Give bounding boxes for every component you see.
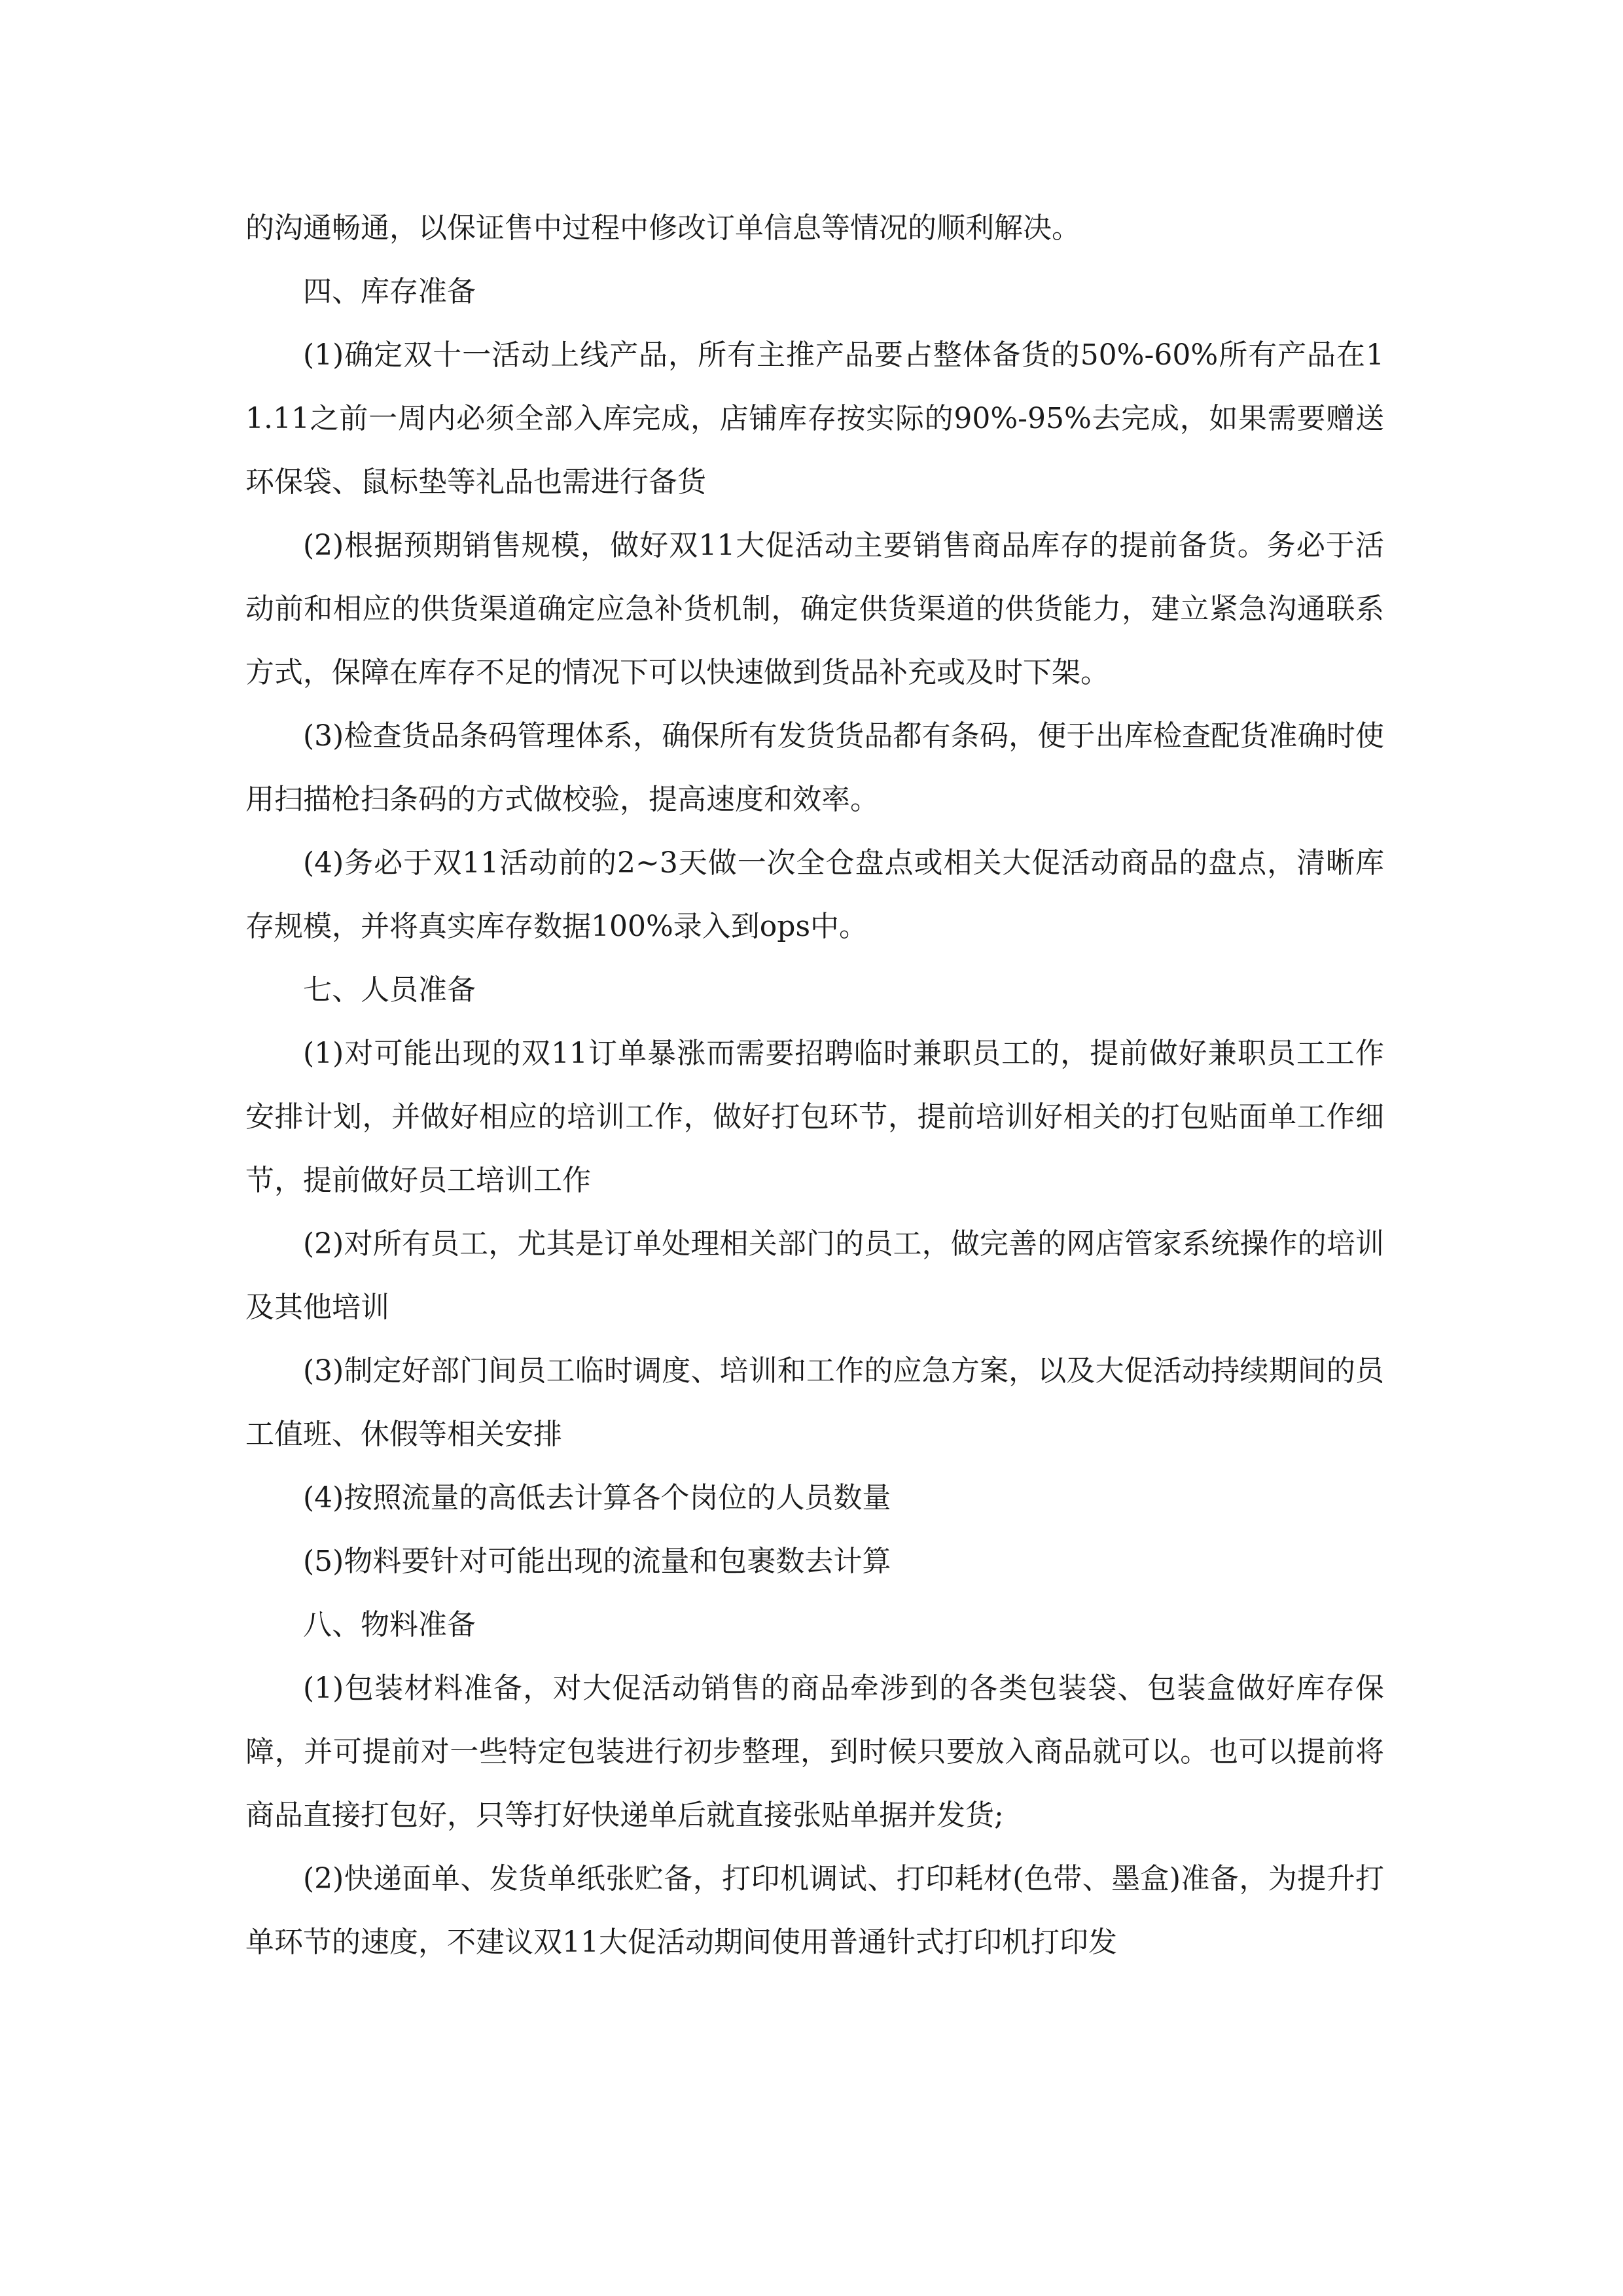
paragraph-staffing-1: (1)对可能出现的双11订单暴涨而需要招聘临时兼职员工的，提前做好兼职员工工作安排计划，并做好相应的培训工作，做好打包环节，提前培训好相关的打包贴面单工作细节，提前做好员工培训工作: [245, 1037, 1384, 1197]
paragraph-staffing-3: (3)制定好部门间员工临时调度、培训和工作的应急方案，以及大促活动持续期间的员工值班、休假等相关安排: [245, 1354, 1384, 1451]
section-heading-staffing: 七、人员准备: [303, 973, 476, 1007]
section-heading-inventory: 四、库存准备: [303, 275, 476, 308]
paragraph-inventory-1: (1)确定双十一活动上线产品，所有主推产品要占整体备货的50%-60%所有产品在11.11之前一周内必须全部入库完成，店铺库存按实际的90%-95%去完成，如果需要赠送环保袋、鼠标垫等礼品也需进行备货: [245, 338, 1384, 499]
paragraph-staffing-5: (5)物料要针对可能出现的流量和包裹数去计算: [303, 1545, 891, 1578]
paragraph-inventory-3: (3)检查货品条码管理体系，确保所有发货货品都有条码，便于出库检查配货准确时使用扫描枪扫条码的方式做校验，提高速度和效率。: [245, 719, 1384, 816]
paragraph-inventory-2: (2)根据预期销售规模，做好双11大促活动主要销售商品库存的提前备货。务必于活动前和相应的供货渠道确定应急补货机制，确定供货渠道的供货能力，建立紧急沟通联系方式，保障在库存不足的情况下可以快速做到货品补充或及时下架。: [245, 529, 1384, 689]
paragraph-materials-2: (2)快递面单、发货单纸张贮备，打印机调试、打印耗材(色带、墨盒)准备，为提升打单环节的速度，不建议双11大促活动期间使用普通针式打印机打印发: [245, 1862, 1384, 1959]
paragraph-staffing-4: (4)按照流量的高低去计算各个岗位的人员数量: [303, 1481, 891, 1515]
paragraph-materials-1: (1)包装材料准备，对大促活动销售的商品牵涉到的各类包装袋、包装盒做好库存保障，并可提前对一些特定包装进行初步整理，到时候只要放入商品就可以。也可以提前将商品直接打包好，只等打好快递单后就直接张贴单据并发货;: [245, 1672, 1384, 1832]
section-heading-materials: 八、物料准备: [303, 1608, 476, 1641]
paragraph-staffing-2: (2)对所有员工，尤其是订单处理相关部门的员工，做完善的网店管家系统操作的培训及其他培训: [245, 1227, 1384, 1324]
paragraph-inventory-4: (4)务必于双11活动前的2~3天做一次全仓盘点或相关大促活动商品的盘点，清晰库存规模，并将真实库存数据100%录入到ops中。: [245, 846, 1384, 943]
paragraph-continuation: 的沟通畅通，以保证售中过程中修改订单信息等情况的顺利解决。: [245, 211, 1080, 245]
document-body: [245, 196, 1384, 1974]
